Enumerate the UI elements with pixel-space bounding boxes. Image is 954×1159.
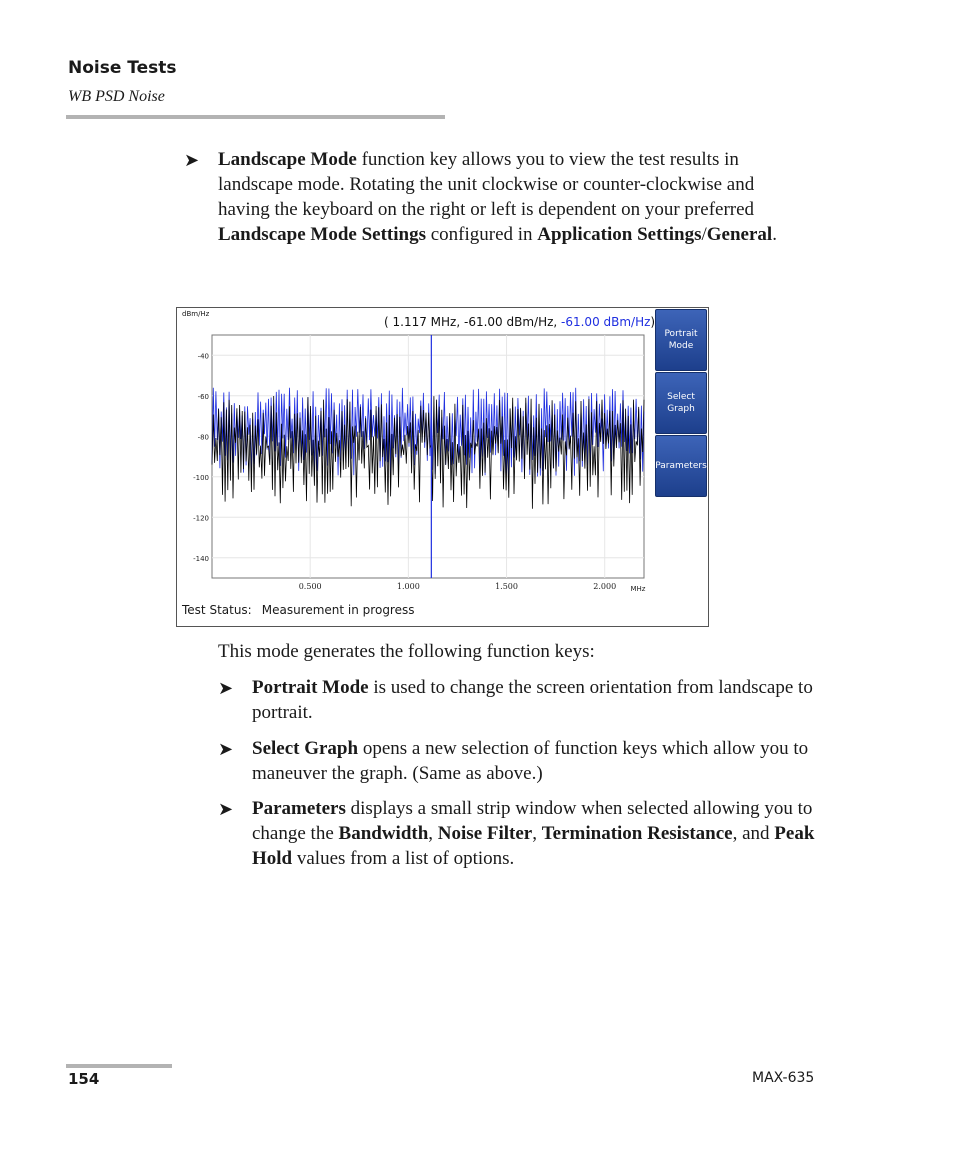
y-tick-label: -80 (197, 433, 209, 442)
x-tick-label: 1.500 (495, 582, 518, 591)
intro-paragraph: Landscape Mode function key allows you to view the test results in landscape mode. Rotating the unit clockwise or counter-clockwise and having the keyboard on the right or left is dependent on your preferred Landscape Mode Settings configured in Application Settings/General. (218, 149, 777, 245)
test-status-label: Test Status: (182, 603, 252, 617)
y-tick-label: -100 (193, 473, 209, 482)
x-tick-label: 1.000 (396, 582, 420, 591)
bullet-portrait-mode: Portrait Mode is used to change the screen orientation from landscape to portrait. (252, 677, 813, 723)
x-axis-unit: MHz (630, 585, 646, 593)
footer-rule (66, 1064, 172, 1068)
y-tick-label: -60 (197, 392, 209, 401)
bullet-parameters: Parameters displays a small strip window when selected allowing you to change the Bandwidth, Noise Filter, Termination Resistance, and Peak Hold values from a list of options. (252, 798, 815, 869)
psd-chart[interactable] (177, 308, 655, 598)
y-tick-label: -40 (197, 352, 209, 361)
function-key-bar (655, 309, 707, 498)
portrait-mode-key[interactable]: Portrait Mode (655, 309, 707, 371)
bullet-arrow-icon: ➤ (218, 739, 234, 760)
bullet-select-graph: Select Graph opens a new selection of function keys which allow you to maneuver the graph. (Same as above.) (252, 738, 809, 784)
parameters-key[interactable]: Parameters (655, 435, 707, 497)
bullet-arrow-icon: ➤ (218, 678, 234, 699)
bullet-arrow-icon: ➤ (218, 799, 234, 820)
test-status-value: Measurement in progress (261, 603, 415, 617)
x-tick-label: 0.500 (298, 582, 322, 591)
page-header-title: Noise Tests (68, 58, 177, 78)
page-number: 154 (68, 1070, 100, 1088)
y-tick-label: -120 (193, 514, 209, 523)
page-header-subtitle: WB PSD Noise (68, 88, 165, 105)
y-axis-unit: dBm/Hz (182, 310, 210, 318)
y-tick-label: -140 (193, 554, 209, 563)
bullet-arrow-icon: ➤ (184, 150, 200, 171)
function-keys-intro: This mode generates the following function keys: (218, 641, 595, 662)
document-name: MAX-635 (752, 1070, 815, 1086)
x-tick-label: 2.000 (593, 582, 617, 591)
select-graph-key[interactable]: Select Graph (655, 372, 707, 434)
device-screenshot (176, 307, 709, 627)
cursor-readout: ( 1.117 MHz, -61.00 dBm/Hz, -61.00 dBm/Hz) (384, 315, 656, 329)
test-status (182, 603, 415, 617)
header-rule (66, 115, 445, 119)
